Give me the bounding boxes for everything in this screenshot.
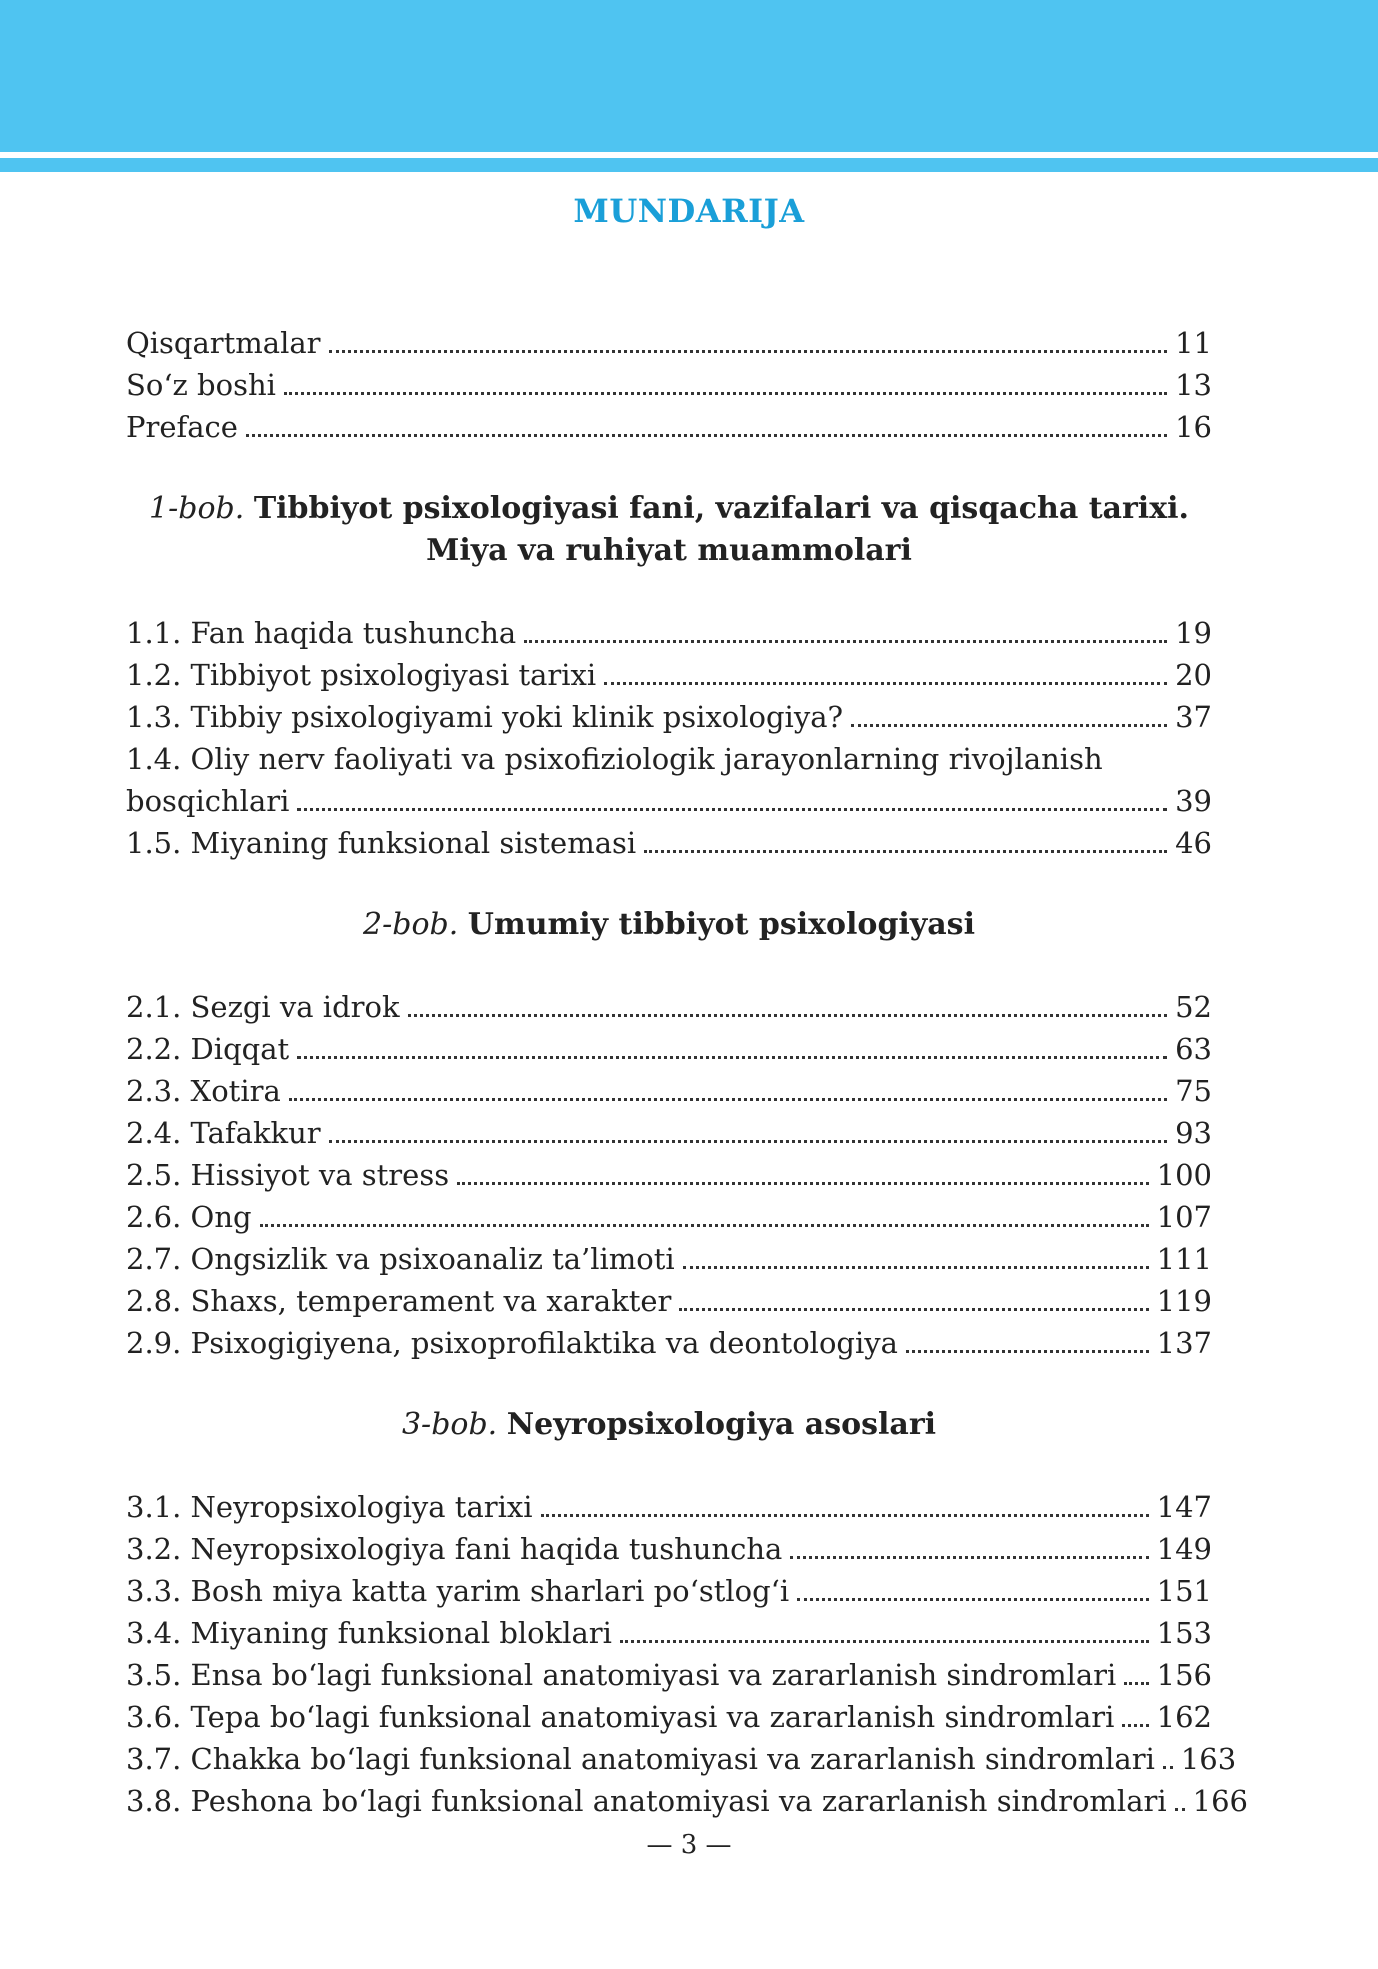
toc-entry-page: 151 [1156,1574,1212,1608]
toc-entry-label: 2.7. Ongsizlik va psixoanaliz ta’limoti [126,1242,675,1276]
dot-leader [284,384,1167,395]
toc-entry[interactable] [126,1612,1212,1654]
toc-entry-page: 107 [1156,1200,1212,1234]
toc-entry[interactable] [126,780,1212,822]
toc-entry-label: Preface [126,410,238,444]
toc-entry-page: 156 [1156,1658,1212,1692]
toc-entry[interactable] [126,612,1212,654]
toc-entry[interactable] [126,1570,1212,1612]
toc-entry[interactable] [126,1738,1237,1780]
chapter-heading-2 [126,904,1212,946]
toc-entry[interactable] [126,1112,1212,1154]
toc-entry-label: 3.4. Miyaning funksional bloklari [126,1616,612,1650]
chapter-number: 2-bob. [363,907,459,942]
dot-leader [679,1300,1148,1311]
toc-entry-label: 2.9. Psixogigiyena, psixoprofilaktika va deontologiya [126,1326,898,1360]
toc-entry-label: 2.4. Tafakkur [126,1116,321,1150]
dot-leader [289,1090,1167,1101]
toc-entry[interactable] [126,696,1212,738]
dot-leader [644,842,1167,853]
toc-entry-label: 1.2. Tibbiyot psixologiyasi tarixi [126,658,597,692]
toc-entry-label: 2.6. Ong [126,1200,252,1234]
toc-entry[interactable] [126,364,1212,406]
toc-entry-label: 2.3. Xotira [126,1074,281,1108]
toc-entry-page: 46 [1175,826,1212,860]
toc-entry-page: 11 [1175,326,1212,360]
toc-entry-page: 111 [1156,1242,1212,1276]
toc-entry-label: 3.7. Chakka bo‘lagi funksional anatomiyasi va zararlanish sindromlari [126,1742,1155,1776]
toc-entry-page: 52 [1175,990,1212,1024]
dot-leader [329,1132,1167,1143]
toc-entry-page: 63 [1175,1032,1212,1066]
dot-leader [620,1632,1149,1643]
chapter-heading-1 [126,488,1212,572]
chapter-2-list [126,986,1212,1364]
dot-leader [851,716,1167,727]
toc-entry[interactable] [126,1028,1212,1070]
dot-leader [541,1506,1149,1517]
dot-leader [524,632,1167,643]
dot-leader [457,1174,1149,1185]
page-title: MUNDARIJA [573,192,805,230]
toc-entry-page: 162 [1156,1700,1212,1734]
toc-entry[interactable] [126,1654,1212,1696]
toc-entry-page: 16 [1175,410,1212,444]
toc-entry-label: 3.2. Neyropsixologiya fani haqida tushuncha [126,1532,783,1566]
toc-entry-label: bosqichlari [126,784,290,818]
toc-entry[interactable] [126,406,1212,448]
header-band [0,0,1378,152]
toc-entry[interactable] [126,322,1212,364]
page-number: — 3 — [646,1830,732,1860]
toc-entry-page: 20 [1175,658,1212,692]
dot-leader [790,1548,1148,1559]
toc-entry-label: 1.3. Tibbiy psixologiyami yoki klinik psixologiya? [126,700,844,734]
toc-entry[interactable] [126,1070,1212,1112]
toc-entry-label: 3.1. Neyropsixologiya tarixi [126,1490,533,1524]
chapter-number: 1-bob. [149,491,245,526]
dot-leader [297,800,1167,811]
dot-leader [604,674,1167,685]
chapter-title: Umumiy tibbiyot psixologiyasi [467,907,975,942]
toc-entry[interactable] [126,1696,1212,1738]
toc-entry-page: 37 [1175,700,1212,734]
toc-entry-page: 119 [1156,1284,1212,1318]
toc-entry[interactable] [126,986,1212,1028]
dot-leader [260,1216,1149,1227]
dot-leader [329,342,1168,353]
chapter-title: Tibbiyot psixologiyasi fani, vazifalari va qisqacha tarixi. [253,491,1189,526]
toc-entry-label: 3.3. Bosh miya katta yarim sharlari po‘stlog‘i [126,1574,790,1608]
toc-entry-label: 1.1. Fan haqida tushuncha [126,616,517,650]
toc-entry[interactable] [126,1780,1248,1822]
header-rule [0,158,1378,172]
toc-entry-page: 19 [1175,616,1212,650]
toc-entry-label: 2.5. Hissiyot va stress [126,1158,450,1192]
toc-entry-page: 100 [1156,1158,1212,1192]
chapter-title-continued: Miya va ruhiyat muammolari [426,533,912,568]
toc-entry-page: 13 [1175,368,1212,402]
toc-entry-label: 1.5. Miyaning funksional sistemasi [126,826,637,860]
dot-leader [797,1590,1148,1601]
toc-entry[interactable] [126,1280,1212,1322]
toc-entry[interactable] [126,1238,1212,1280]
toc-entry-page: 93 [1175,1116,1212,1150]
dot-leader [297,1048,1167,1059]
chapter-heading-3 [126,1404,1212,1446]
toc-entry-label: 3.8. Peshona bo‘lagi funksional anatomiyasi va zararlanish sindromlari [126,1784,1167,1818]
toc-entry[interactable] [126,822,1212,864]
toc-entry[interactable] [126,1528,1212,1570]
dot-leader [408,1006,1168,1017]
dot-leader [1122,1716,1148,1727]
toc-entry-page: 75 [1175,1074,1212,1108]
toc-entry-label: Qisqartmalar [126,326,321,360]
toc-entry-page: 39 [1175,784,1212,818]
toc-entry[interactable] [126,1154,1212,1196]
chapter-number: 3-bob. [401,1407,498,1442]
toc-entry-page: 147 [1156,1490,1212,1524]
toc-entry-label: So‘z boshi [126,368,276,402]
dot-leader [906,1342,1149,1353]
toc-entry-label: 2.2. Diqqat [126,1032,290,1066]
toc-entry-page: 163 [1180,1742,1237,1776]
front-matter-list [126,322,1212,448]
dot-leader [246,426,1167,437]
toc-entry[interactable] [126,654,1212,696]
toc-entry-page: 137 [1156,1326,1212,1360]
toc-entry-page: 149 [1156,1532,1212,1566]
toc-entry-label: 2.1. Sezgi va idrok [126,990,400,1024]
chapter-3-list [126,1486,1248,1822]
toc-entry-label: 3.5. Ensa bo‘lagi funksional anatomiyasi va zararlanish sindromlari [126,1658,1117,1692]
toc-entry-label: 2.8. Shaxs, temperament va xarakter [126,1284,672,1318]
chapter-title: Neyropsixologiya asoslari [506,1407,937,1442]
toc-entry-label: 3.6. Tepa bo‘lagi funksional anatomiyasi va zararlanish sindromlari [126,1700,1115,1734]
toc-entry[interactable] [126,1486,1212,1528]
toc-entry[interactable] [126,1196,1212,1238]
toc-entry-page: 166 [1192,1784,1248,1818]
dot-leader [1175,1800,1185,1811]
toc-entry-label-line1[interactable]: 1.4. Oliy nerv faoliyati va psixofiziologik jarayonlarning rivojlanish [126,742,1103,776]
dot-leader [1124,1674,1148,1685]
dot-leader [683,1258,1149,1269]
table-of-contents [126,322,1248,1822]
dot-leader [1163,1758,1173,1769]
chapter-1-list [126,612,1212,864]
toc-entry[interactable] [126,1322,1212,1364]
toc-entry-page: 153 [1156,1616,1212,1650]
